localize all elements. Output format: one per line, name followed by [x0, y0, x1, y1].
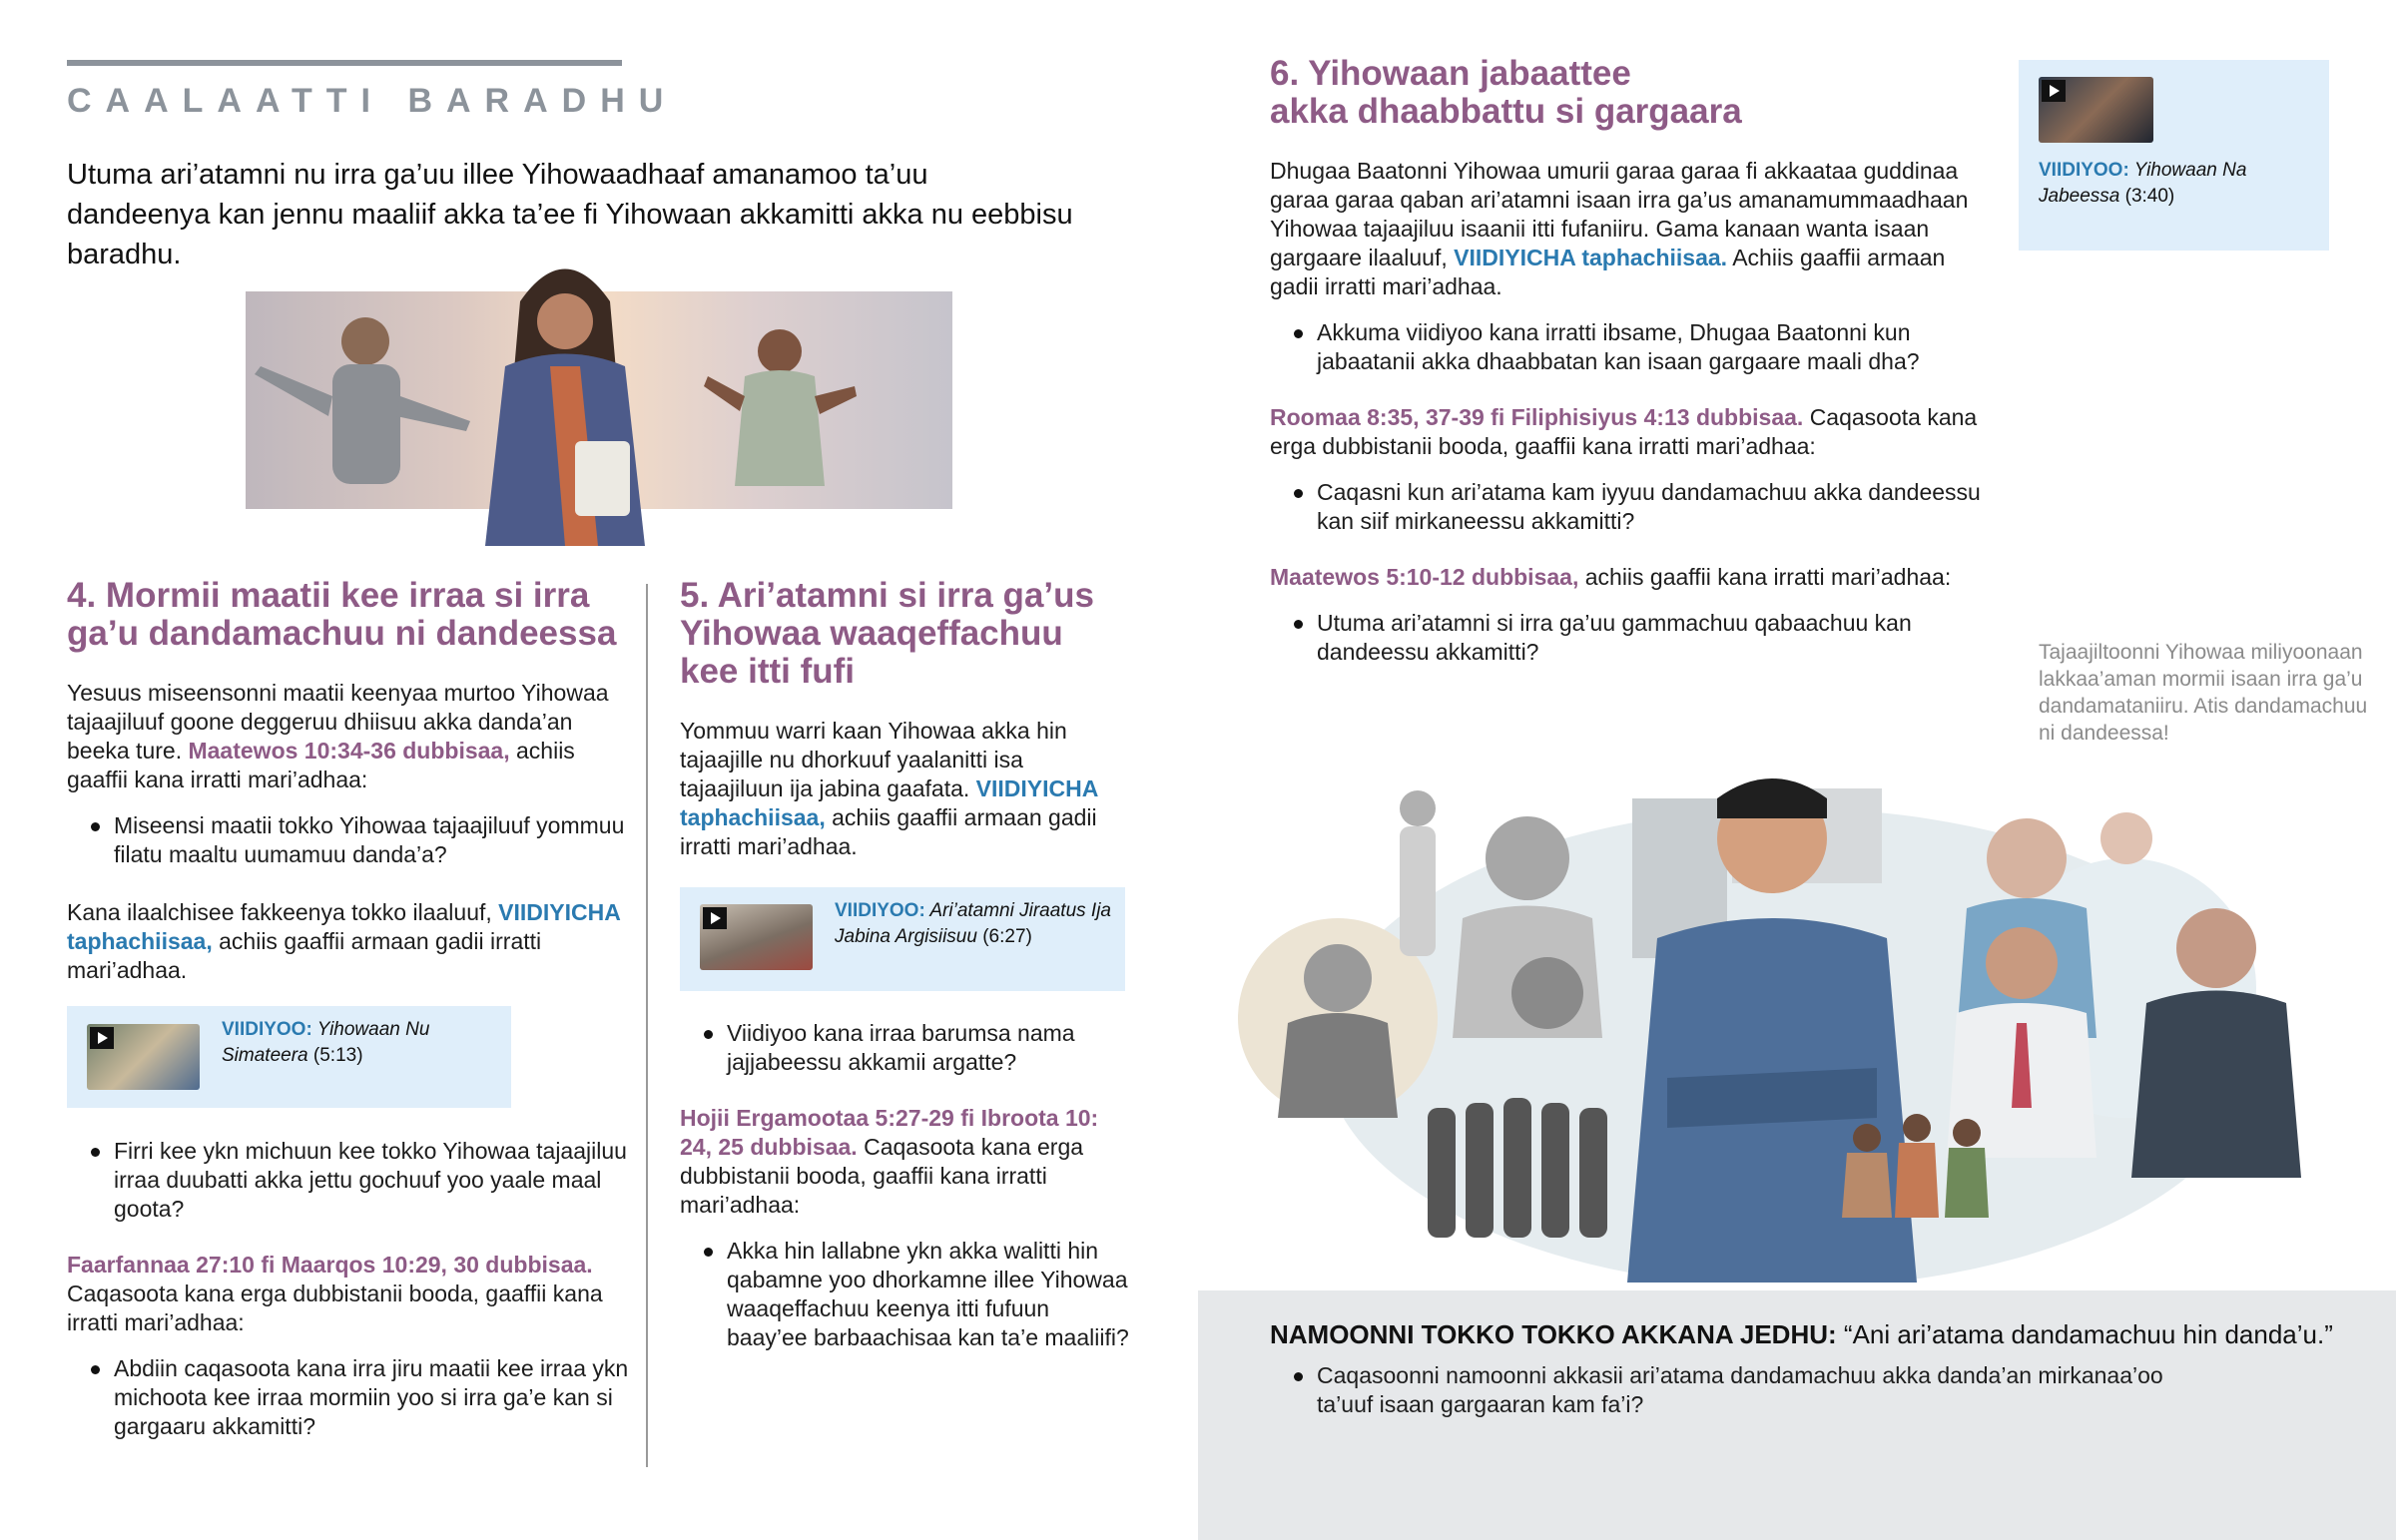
- kicker-title: CAALAATTI BARADHU: [67, 82, 678, 120]
- video-card-section-5[interactable]: [680, 887, 1125, 991]
- section-5-paragraph-1: Yommuu warri kaan Yihowaa akka hin tajaajille nu dhorkuuf yaalanitti isa tajaajiluun ija jabina gaafata. VIIDIYICHA taphachiisaa, achiis gaaffii armaan gadii irratti mari’adhaa.: [680, 718, 1098, 859]
- illustration-figures: [221, 247, 979, 546]
- section-4-title: 4. Mormii maatii kee irraa si irra ga’u dandamachuu ni dandeessa: [67, 576, 617, 653]
- section-6-paragraph-3: Maatewos 5:10-12 dubbisaa, achiis gaaffii kana irratti mari’adhaa:: [1270, 564, 1952, 590]
- faithful-witnesses-collage: [1228, 778, 2356, 1283]
- scripture-reference[interactable]: Roomaa 8:35, 37-39 fi Filiphisiyus 4:13 dubbisaa.: [1270, 404, 1804, 430]
- scripture-reference[interactable]: Faarfannaa 27:10 fi Maarqos 10:29, 30 dubbisaa.: [67, 1252, 593, 1278]
- play-icon[interactable]: [2042, 80, 2066, 102]
- objection-bullet-wrap: [1270, 1361, 2218, 1419]
- section-4-continued: [67, 1137, 636, 1441]
- question-bullet: Firri kee ykn michuun kee tokko Yihowaa tajaajiluu irraa duubatti akka jettu gochuuf yoo yaale maal goota?: [67, 1137, 636, 1224]
- family-opposition-illustration: [246, 291, 952, 509]
- section-6-paragraph-1: Dhugaa Baatonni Yihowaa umurii garaa garaa fi akkaataa guddinaa garaa garaa qaban ari’atamni isaan irra ga’us amanamummaadhaan Yihowaa tajaajiluu isaanii itti fufaniiru. Gama kanaan wanta isaan gargaare ilaaluuf, VIIDIYICHA taphachiisaa. Achiis gaaffii armaan gadii irratti mari’adhaa.: [1270, 158, 1969, 299]
- question-bullet: Utuma ari’atamni si irra ga’uu gammachuu qabaachuu kan dandeessu akkamitti?: [1270, 609, 1989, 667]
- video-card-section-6[interactable]: [2019, 60, 2329, 251]
- question-bullet: Miseensi maatii tokko Yihowaa tajaajiluuf yommuu filatu maaltu uumamuu danda’a?: [67, 811, 636, 869]
- objection-heading: [1270, 1317, 2333, 1351]
- video-thumbnail[interactable]: [87, 1024, 200, 1090]
- section-6: [1270, 55, 1989, 667]
- column-divider: [646, 584, 648, 1467]
- section-4-paragraph-1: Yesuus miseensonni maatii keenyaa murtoo Yihowaa tajaajiluuf goone deggeruu dhiisuu akka danda’an beeka ture. Maatewos 10:34-36 dubbisaa, achiis gaaffii kana irratti mari’adhaa:: [67, 680, 609, 792]
- kicker-rule: [67, 60, 622, 66]
- section-4: [67, 577, 636, 985]
- section-5: [680, 577, 1129, 861]
- play-icon[interactable]: [90, 1027, 114, 1049]
- question-bullet: Abdiin caqasoota kana irra jiru maatii kee irraa ykn michoota kee irraa mormiin yoo si irra ga’e kan si gargaaru akkamitti?: [67, 1354, 636, 1441]
- scripture-reference[interactable]: Hojii Ergamootaa 5:27-29 fi Ibroota 10: 24, 25 dubbisaa.: [680, 1105, 1099, 1160]
- play-video-link[interactable]: VIIDIYICHA taphachiisaa,: [67, 899, 620, 954]
- scripture-reference[interactable]: Maatewos 10:34-36 dubbisaa,: [188, 738, 510, 764]
- section-5-continued: [680, 1019, 1129, 1352]
- play-icon[interactable]: [703, 907, 727, 929]
- section-5-title: 5. Ari’atamni si irra ga’us Yihowaa waaqeffachuu kee itti fufi: [680, 576, 1094, 691]
- video-thumbnail[interactable]: [700, 904, 813, 970]
- play-video-link[interactable]: VIIDIYICHA taphachiisaa.: [1454, 245, 1728, 270]
- section-4-paragraph-2: Kana ilaalchisee fakkeenya tokko ilaaluuf, VIIDIYICHA taphachiisaa, achiis gaaffii armaan gadii irratti mari’adhaa.: [67, 899, 620, 983]
- question-bullet: Caqasoonni namoonni akkasii ari’atama dandamachuu akka danda’an mirkanaa’oo ta’uuf isaan gargaaran kam fa’i?: [1270, 1361, 2218, 1419]
- section-6-title: 6. Yihowaan jabaattee akka dhaabbattu si gargaara: [1270, 54, 1742, 131]
- question-bullet: Caqasni kun ari’atama kam iyyuu dandamachuu akka dandeessu kan siif mirkaneessu akkamitti?: [1270, 478, 1989, 536]
- video-card-section-4[interactable]: [67, 1006, 511, 1108]
- video-title[interactable]: VIIDIYOO: Yihowaan Na Jabeessa (3:40): [2039, 160, 2247, 207]
- question-bullet: Akkuma viidiyoo kana irratti ibsame, Dhugaa Baatonni kun jabaatanii akka dhaabbatan kan isaan gargaare maali dha?: [1270, 318, 1989, 376]
- section-5-paragraph-2: Hojii Ergamootaa 5:27-29 fi Ibroota 10: 24, 25 dubbisaa. Caqasoota kana erga dubbistanii booda, gaaffii kana irratti mari’adhaa:: [680, 1105, 1099, 1218]
- illustration-caption: Tajaajiltoonni Yihowaa miliyoonaan lakkaa’aman mormii isaan irra ga’u dandamataniiru. Atis dandamachuu ni dandeessa!: [2039, 641, 2368, 745]
- scripture-reference[interactable]: Maatewos 5:10-12 dubbisaa,: [1270, 564, 1579, 590]
- section-4-paragraph-3: Faarfannaa 27:10 fi Maarqos 10:29, 30 dubbisaa. Caqasoota kana erga dubbistanii booda, gaaffii kana irratti mari’adhaa:: [67, 1252, 603, 1335]
- objection-quote: “Ani ari’atama dandamachuu hin danda’u.”: [1843, 1319, 2333, 1349]
- question-bullet: Viidiyoo kana irraa barumsa nama jajjabeessu akkamii argatte?: [680, 1019, 1129, 1077]
- section-6-paragraph-2: Roomaa 8:35, 37-39 fi Filiphisiyus 4:13 dubbisaa. Caqasoota kana erga dubbistanii booda, gaaffii kana irratti mari’adhaa:: [1270, 404, 1978, 459]
- video-title[interactable]: VIIDIYOO: Ari’atamni Jiraatus Ija Jabina Argisiisuu (6:27): [835, 900, 1111, 947]
- question-bullet: Akka hin lallabne ykn akka walitti hin qabamne yoo dhorkamne illee Yihowaa waaqeffachuu keenya itti fufuun baay’ee barbaachisaa kan ta’e maaliifi?: [680, 1237, 1129, 1352]
- play-video-link[interactable]: VIIDIYICHA taphachiisaa,: [680, 775, 1098, 830]
- video-title[interactable]: VIIDIYOO: Yihowaan Nu Simateera (5:13): [222, 1019, 430, 1066]
- collage-figures: [1228, 778, 2356, 1283]
- objection-label: NAMOONNI TOKKO TOKKO AKKANA JEDHU:: [1270, 1319, 1837, 1349]
- intro-paragraph: Utuma ari’atamni nu irra ga’uu illee Yihowaadhaaf amanamoo ta’uu dandeenya kan jennu maaliif akka ta’ee fi Yihowaan akkamitti akka nu eebbisu baradhu.: [67, 159, 1073, 270]
- video-thumbnail[interactable]: [2039, 77, 2153, 143]
